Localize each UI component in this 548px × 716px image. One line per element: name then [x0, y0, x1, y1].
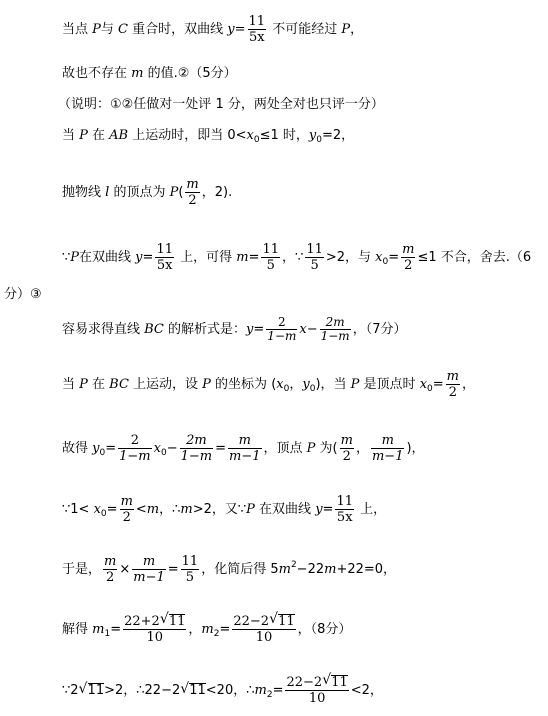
- var-m: m: [131, 66, 144, 81]
- text: ，: [350, 22, 364, 37]
- text: )，当: [315, 377, 351, 392]
- var-c: C: [118, 22, 128, 37]
- fraction-m-2: [446, 369, 460, 400]
- var-x: x: [93, 502, 101, 517]
- text: 故得: [62, 441, 93, 456]
- text: 重合时，双曲线: [127, 22, 228, 37]
- radicand: 11: [278, 614, 295, 629]
- var-p: P: [92, 22, 101, 37]
- denominator: 10: [308, 691, 326, 706]
- text: 的顶点为: [109, 185, 170, 200]
- text: 22+2: [124, 614, 160, 629]
- equals: =: [215, 441, 227, 456]
- var-p: P: [350, 377, 360, 392]
- numerator: [285, 675, 348, 691]
- text: (: [271, 377, 277, 392]
- var-m: m: [324, 562, 337, 577]
- line-13: [62, 614, 351, 645]
- fraction-2-1m: [266, 316, 297, 343]
- denominator: 1−m: [267, 329, 297, 343]
- line-14: [62, 675, 383, 706]
- var-y: y: [308, 128, 317, 143]
- subscript: 0: [316, 135, 323, 145]
- subscript: 2: [266, 690, 273, 700]
- var-m: m: [180, 502, 193, 517]
- subscript: 0: [160, 448, 167, 458]
- segment-ab: AB: [109, 128, 129, 143]
- denominator: 2: [106, 570, 115, 585]
- denominator: 2: [188, 193, 197, 208]
- var-y: y: [135, 250, 143, 265]
- text: −: [166, 441, 178, 456]
- text: +22=0，: [336, 562, 397, 577]
- line-2: [62, 66, 237, 82]
- numerator: m: [371, 433, 405, 449]
- numerator: 2: [118, 433, 152, 449]
- var-m: m: [201, 622, 214, 637]
- text: 抛物线: [62, 185, 106, 200]
- text: ，: [355, 441, 369, 456]
- text: ≤1 不合，舍去.（6: [417, 250, 532, 265]
- line-11: [62, 494, 386, 525]
- equals: =: [253, 322, 265, 337]
- text: ∵2: [62, 683, 79, 698]
- var-x: x: [419, 377, 428, 392]
- text: −22: [296, 562, 325, 577]
- equals: =: [106, 502, 118, 517]
- numerator: m: [120, 494, 133, 509]
- subscript: 0: [283, 384, 290, 394]
- denominator: m−1: [229, 449, 261, 464]
- subscript: 0: [253, 135, 260, 145]
- text: 与: [100, 22, 119, 37]
- numerator: m: [228, 433, 262, 449]
- numerator: 2m: [180, 433, 214, 449]
- superscript: 2: [290, 560, 297, 570]
- denominator: 1−m: [180, 449, 213, 464]
- note: （说明：①②任做对一处评 1 分，两处全对也只评一分）: [58, 97, 384, 112]
- text: 分）③: [4, 287, 42, 302]
- var-x: x: [153, 441, 161, 456]
- text: ，∴: [159, 502, 181, 517]
- numerator: 11: [262, 242, 280, 257]
- radicand: 11: [331, 675, 348, 690]
- fraction-m1-value: [123, 614, 186, 645]
- text: 的值.②（5分）: [143, 66, 237, 81]
- numerator: m: [446, 369, 459, 384]
- var-m: m: [236, 250, 249, 265]
- denominator: 2: [404, 258, 413, 273]
- line-1: [62, 14, 363, 45]
- equals: =: [272, 683, 284, 698]
- text: >2，∴22−2: [104, 683, 181, 698]
- text: 在双曲线: [254, 502, 316, 517]
- fraction-m2-value: [232, 614, 295, 645]
- denominator: 2: [122, 510, 131, 525]
- fraction-m-2: [340, 433, 354, 464]
- sqrt-symbol: [180, 683, 206, 699]
- denominator: 2: [342, 449, 351, 464]
- var-p: P: [169, 185, 179, 200]
- radicand: 11: [87, 683, 105, 698]
- numerator: 11: [181, 554, 199, 569]
- numerator: m: [186, 177, 199, 192]
- text: 22−2: [286, 675, 323, 690]
- fraction-m-m1: [371, 433, 405, 464]
- fraction-2m-1m: [180, 433, 214, 464]
- text: ∵: [62, 250, 71, 265]
- text: ×: [119, 562, 131, 577]
- text: <2，: [350, 683, 383, 698]
- numerator: 11: [248, 14, 266, 29]
- fraction-11-5: [181, 554, 200, 585]
- text: 上，可得: [175, 250, 237, 265]
- denominator: 5: [310, 258, 319, 273]
- numerator: 11: [306, 242, 323, 257]
- text: 在: [87, 377, 110, 392]
- numerator: m: [340, 433, 353, 448]
- denominator: 5: [266, 258, 275, 273]
- fraction-m-2: [103, 554, 117, 585]
- denominator: 10: [255, 630, 273, 645]
- text: (: [178, 185, 184, 200]
- text: 上运动时，即当 0<: [128, 128, 247, 143]
- var-m: m: [146, 502, 160, 517]
- fraction-11-5x: [248, 14, 267, 45]
- sqrt-symbol: [322, 675, 348, 690]
- fraction-11-5: [305, 242, 324, 273]
- denominator: m−1: [133, 570, 165, 585]
- var-p: P: [246, 502, 255, 517]
- equals: =: [110, 622, 122, 637]
- denominator: 10: [146, 630, 164, 645]
- text: ，: [462, 377, 476, 392]
- fraction-11-5x: [335, 494, 354, 525]
- numerator: 11: [336, 494, 353, 509]
- equals: =: [219, 622, 231, 637]
- text: 故也不存在: [62, 66, 132, 81]
- fraction-2m-1m: [320, 316, 351, 343]
- line-3: [58, 97, 384, 113]
- text: 在: [87, 128, 110, 143]
- numerator: 11: [156, 242, 173, 257]
- subscript: 0: [309, 384, 316, 394]
- line-5: [62, 177, 232, 208]
- text: <: [135, 502, 147, 517]
- var-p: P: [341, 22, 351, 37]
- var-x: x: [375, 250, 383, 265]
- fraction-m-2: [401, 242, 415, 273]
- text: ，化简后得 5: [201, 562, 279, 577]
- text: 22−2: [233, 614, 270, 629]
- text: x−: [299, 322, 318, 337]
- var-y: y: [302, 377, 310, 392]
- var-l: l: [105, 185, 110, 200]
- equals: =: [142, 250, 154, 265]
- text: ∵1<: [62, 502, 94, 517]
- var-p: P: [79, 377, 88, 392]
- fraction-m-2: [185, 177, 199, 208]
- equals: =: [105, 441, 117, 456]
- line-12: [62, 554, 396, 585]
- text: =2，: [322, 128, 355, 143]
- var-y: y: [246, 322, 254, 337]
- fraction-11-5x: [155, 242, 174, 273]
- text: ，（7分）: [352, 322, 407, 337]
- fraction-2-1m: [118, 433, 152, 464]
- equals: =: [167, 562, 179, 577]
- var-y: y: [92, 441, 100, 456]
- radicand: 11: [168, 614, 186, 629]
- text: ，顶点: [263, 441, 307, 456]
- sqrt-symbol: [79, 683, 105, 699]
- line-6: [62, 242, 531, 273]
- numerator: [123, 614, 186, 630]
- line-8: [62, 316, 406, 343]
- text: ≤1 时，: [259, 128, 309, 143]
- var-p: P: [306, 441, 316, 456]
- equals: =: [432, 377, 444, 392]
- denominator: 1−m: [119, 449, 151, 464]
- subscript: 0: [99, 448, 106, 458]
- numerator: 2: [266, 316, 297, 330]
- text: 上运动，设: [128, 377, 203, 392]
- equals: =: [388, 250, 400, 265]
- fraction-m2-value: [285, 675, 348, 706]
- text: 是顶点时: [359, 377, 420, 392]
- text: 不可能经过: [268, 22, 342, 37]
- segment-bc: BC: [109, 377, 129, 392]
- text: 解得: [62, 622, 93, 637]
- text: )，: [406, 441, 425, 456]
- subscript: 0: [100, 509, 107, 519]
- text: 的坐标为: [210, 377, 272, 392]
- numerator: m: [132, 554, 166, 570]
- text: ，: [289, 377, 303, 392]
- fraction-11-5: [261, 242, 280, 273]
- text: <20，∴: [205, 683, 255, 698]
- text: ，2).: [201, 185, 233, 200]
- fraction-m-m1: [228, 433, 262, 464]
- numerator: [232, 614, 295, 630]
- denominator: 5: [185, 570, 195, 585]
- numerator: m: [104, 554, 117, 569]
- equals: =: [322, 502, 334, 517]
- text: 上，: [356, 502, 387, 517]
- text: 于是，: [62, 562, 102, 577]
- var-y: y: [315, 502, 323, 517]
- equals: =: [234, 22, 246, 37]
- denominator: 2: [448, 385, 457, 400]
- text: 当: [62, 128, 80, 143]
- subscript: 0: [427, 384, 433, 394]
- var-p: P: [79, 128, 88, 143]
- text: 的解析式是：: [163, 322, 247, 337]
- var-x: x: [276, 377, 284, 392]
- denominator: 5x: [248, 30, 265, 45]
- line-7: [4, 287, 42, 303]
- fraction-m-2: [120, 494, 134, 525]
- text: 当: [62, 377, 80, 392]
- var-p: P: [70, 250, 80, 265]
- text: 容易求得直线: [62, 322, 145, 337]
- segment-bc: BC: [144, 322, 164, 337]
- denominator: m−1: [371, 449, 404, 464]
- equals: =: [248, 250, 260, 265]
- line-9: [62, 369, 475, 400]
- subscript: 0: [382, 257, 389, 267]
- text: ，（8分）: [297, 622, 352, 637]
- numerator: 2m: [320, 316, 351, 330]
- text: ，∵: [282, 250, 304, 265]
- line-10: [62, 433, 425, 464]
- var-y: y: [227, 22, 235, 37]
- text: >2，与: [325, 250, 376, 265]
- var-m: m: [278, 562, 291, 577]
- numerator: m: [402, 242, 415, 257]
- denominator: 5x: [156, 258, 173, 273]
- var-m: m: [92, 622, 105, 637]
- text: >2，又∵: [192, 502, 247, 517]
- denominator: 1−m: [320, 329, 350, 343]
- text: ，: [188, 622, 202, 637]
- subscript: 2: [213, 629, 220, 639]
- var-m: m: [254, 683, 267, 698]
- line-4: [62, 128, 354, 148]
- sqrt-symbol: [269, 614, 295, 629]
- radicand: 11: [189, 683, 206, 698]
- denominator: 5x: [336, 510, 353, 525]
- subscript: 1: [104, 629, 111, 639]
- var-p: P: [202, 377, 211, 392]
- text: 在双曲线: [79, 250, 136, 265]
- text: 当点: [62, 22, 93, 37]
- fraction-m-m1: [132, 554, 166, 585]
- text: 为(: [315, 441, 338, 456]
- sqrt-symbol: [160, 614, 186, 629]
- var-x: x: [246, 128, 254, 143]
